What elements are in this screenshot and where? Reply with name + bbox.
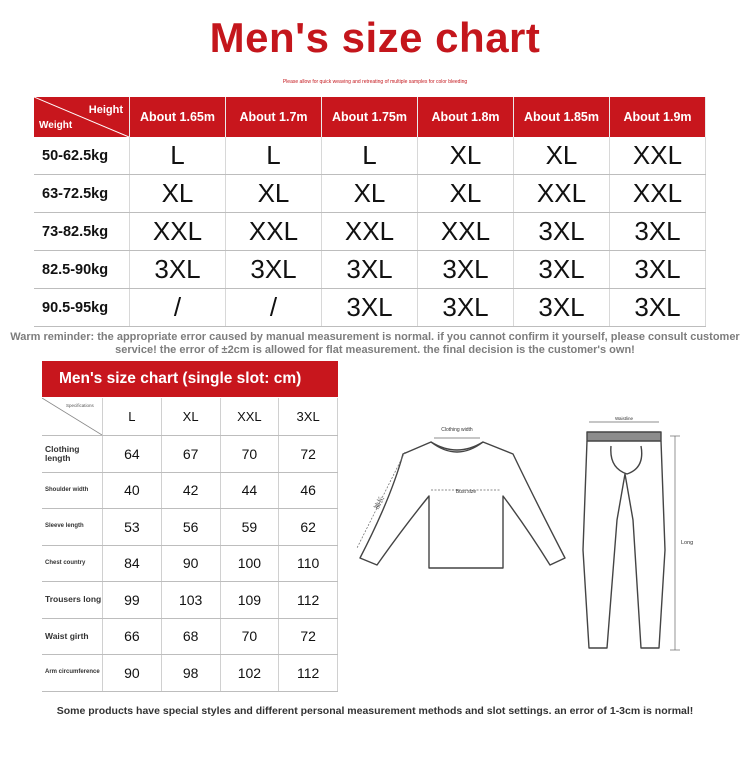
- top-shirt-icon: [360, 442, 565, 568]
- size-cell: XL: [322, 175, 418, 213]
- corner-cell: [42, 398, 103, 436]
- table-row: [42, 436, 338, 473]
- trousers-icon: [583, 432, 665, 648]
- weight-cell: 73-82.5kg: [34, 213, 130, 251]
- measure-label: Trousers long: [42, 582, 103, 619]
- size-cell: XL: [418, 137, 514, 175]
- measure-value: 90: [161, 545, 220, 582]
- measure-value: 70: [220, 436, 279, 473]
- diagonal-line-icon: [34, 97, 129, 137]
- garment-diagram: [345, 410, 740, 670]
- measure-value: 66: [103, 618, 162, 655]
- corner-height-label: Height: [88, 104, 123, 116]
- measure-value: 72: [279, 618, 338, 655]
- size-cell: 3XL: [418, 289, 514, 327]
- warm-reminder: Warm reminder: the appropriate error caused by manual measurement is normal. if you cannot confirm it yourself, please consult customer service! the error of ±2cm is allowed for flat measurement. the final decision is the customer's own!: [10, 331, 740, 356]
- sleeve-mark-label: 袖长: [373, 495, 387, 512]
- size-cell: /: [130, 289, 226, 327]
- measure-value: 59: [220, 509, 279, 546]
- long-label: Long: [681, 540, 694, 546]
- table-header-row: [42, 398, 338, 436]
- footer-note: Some products have special styles and different personal measurement methods and slot settings. an error of 1-3cm is normal!: [56, 705, 694, 717]
- size-cell: XXL: [130, 213, 226, 251]
- height-header: About 1.65m: [130, 97, 226, 137]
- table-row: [34, 137, 706, 175]
- measure-value: 112: [279, 582, 338, 619]
- table-row: [34, 251, 706, 289]
- table-row: [34, 213, 706, 251]
- measure-value: 102: [220, 655, 279, 692]
- measure-value: 100: [220, 545, 279, 582]
- weight-cell: 90.5-95kg: [34, 289, 130, 327]
- table-row: [42, 472, 338, 509]
- measure-value: 44: [220, 472, 279, 509]
- measurement-table: [42, 398, 338, 692]
- measure-label: Shoulder width: [42, 472, 103, 509]
- measure-value: 62: [279, 509, 338, 546]
- measure-value: 72: [279, 436, 338, 473]
- table-row: [42, 509, 338, 546]
- measure-value: 99: [103, 582, 162, 619]
- table-row: [34, 175, 706, 213]
- size-cell: 3XL: [514, 289, 610, 327]
- measure-label: Arm circumference: [42, 655, 103, 692]
- measure-value: 67: [161, 436, 220, 473]
- size-cell: L: [130, 137, 226, 175]
- measure-value: 112: [279, 655, 338, 692]
- size-header: XXL: [220, 398, 279, 436]
- table-row: [42, 545, 338, 582]
- size-cell: XXL: [226, 213, 322, 251]
- size-header: XL: [161, 398, 220, 436]
- corner-cell: [34, 97, 130, 137]
- measure-value: 56: [161, 509, 220, 546]
- table-row: [34, 289, 706, 327]
- size-cell: XL: [130, 175, 226, 213]
- corner-weight-label: Weight: [39, 120, 73, 131]
- measure-label: Clothing length: [42, 436, 103, 473]
- size-cell: L: [226, 137, 322, 175]
- size-header: 3XL: [279, 398, 338, 436]
- size-cell: XL: [418, 175, 514, 213]
- page-title: Men's size chart: [209, 14, 541, 61]
- size-cell: 3XL: [610, 289, 706, 327]
- specifications-label: Specifications: [66, 403, 94, 408]
- height-header: About 1.85m: [514, 97, 610, 137]
- size-cell: 3XL: [514, 251, 610, 289]
- size-cell: XXL: [322, 213, 418, 251]
- measure-value: 84: [103, 545, 162, 582]
- size-cell: 3XL: [226, 251, 322, 289]
- measure-value: 109: [220, 582, 279, 619]
- table-row: [42, 618, 338, 655]
- measure-value: 103: [161, 582, 220, 619]
- measure-chart-header: Men's size chart (single slot: cm): [42, 361, 338, 397]
- measure-value: 90: [103, 655, 162, 692]
- height-weight-size-table: [34, 97, 706, 327]
- table-row: [42, 655, 338, 692]
- size-cell: XL: [226, 175, 322, 213]
- measure-label: Sleeve length: [42, 509, 103, 546]
- size-cell: XL: [514, 137, 610, 175]
- height-header: About 1.7m: [226, 97, 322, 137]
- measure-label: Chest country: [42, 545, 103, 582]
- size-cell: /: [226, 289, 322, 327]
- measure-value: 68: [161, 618, 220, 655]
- table-header-row: [34, 97, 706, 137]
- measure-value: 46: [279, 472, 338, 509]
- measure-value: 98: [161, 655, 220, 692]
- weight-cell: 82.5-90kg: [34, 251, 130, 289]
- weight-cell: 50-62.5kg: [34, 137, 130, 175]
- weight-cell: 63-72.5kg: [34, 175, 130, 213]
- measure-value: 40: [103, 472, 162, 509]
- measure-value: 64: [103, 436, 162, 473]
- size-cell: 3XL: [610, 251, 706, 289]
- size-header: L: [103, 398, 162, 436]
- measure-value: 42: [161, 472, 220, 509]
- waistline-label: Waistline: [614, 416, 634, 421]
- size-cell: 3XL: [130, 251, 226, 289]
- size-cell: 3XL: [610, 213, 706, 251]
- height-header: About 1.75m: [322, 97, 418, 137]
- bust-size-label: Bust size: [455, 489, 477, 495]
- size-cell: 3XL: [418, 251, 514, 289]
- height-header: About 1.8m: [418, 97, 514, 137]
- sub-note: Please allow for quick weaving and retreating of multiple samples for color bleeding: [282, 79, 468, 85]
- measure-value: 70: [220, 618, 279, 655]
- size-cell: 3XL: [322, 251, 418, 289]
- measure-value: 53: [103, 509, 162, 546]
- table-row: [42, 582, 338, 619]
- size-cell: XXL: [514, 175, 610, 213]
- size-cell: XXL: [610, 175, 706, 213]
- clothing-width-label: Clothing width: [441, 427, 473, 433]
- size-cell: L: [322, 137, 418, 175]
- size-cell: 3XL: [322, 289, 418, 327]
- measure-value: 110: [279, 545, 338, 582]
- size-cell: XXL: [610, 137, 706, 175]
- size-cell: XXL: [418, 213, 514, 251]
- height-header: About 1.9m: [610, 97, 706, 137]
- size-cell: 3XL: [514, 213, 610, 251]
- measure-label: Waist girth: [42, 618, 103, 655]
